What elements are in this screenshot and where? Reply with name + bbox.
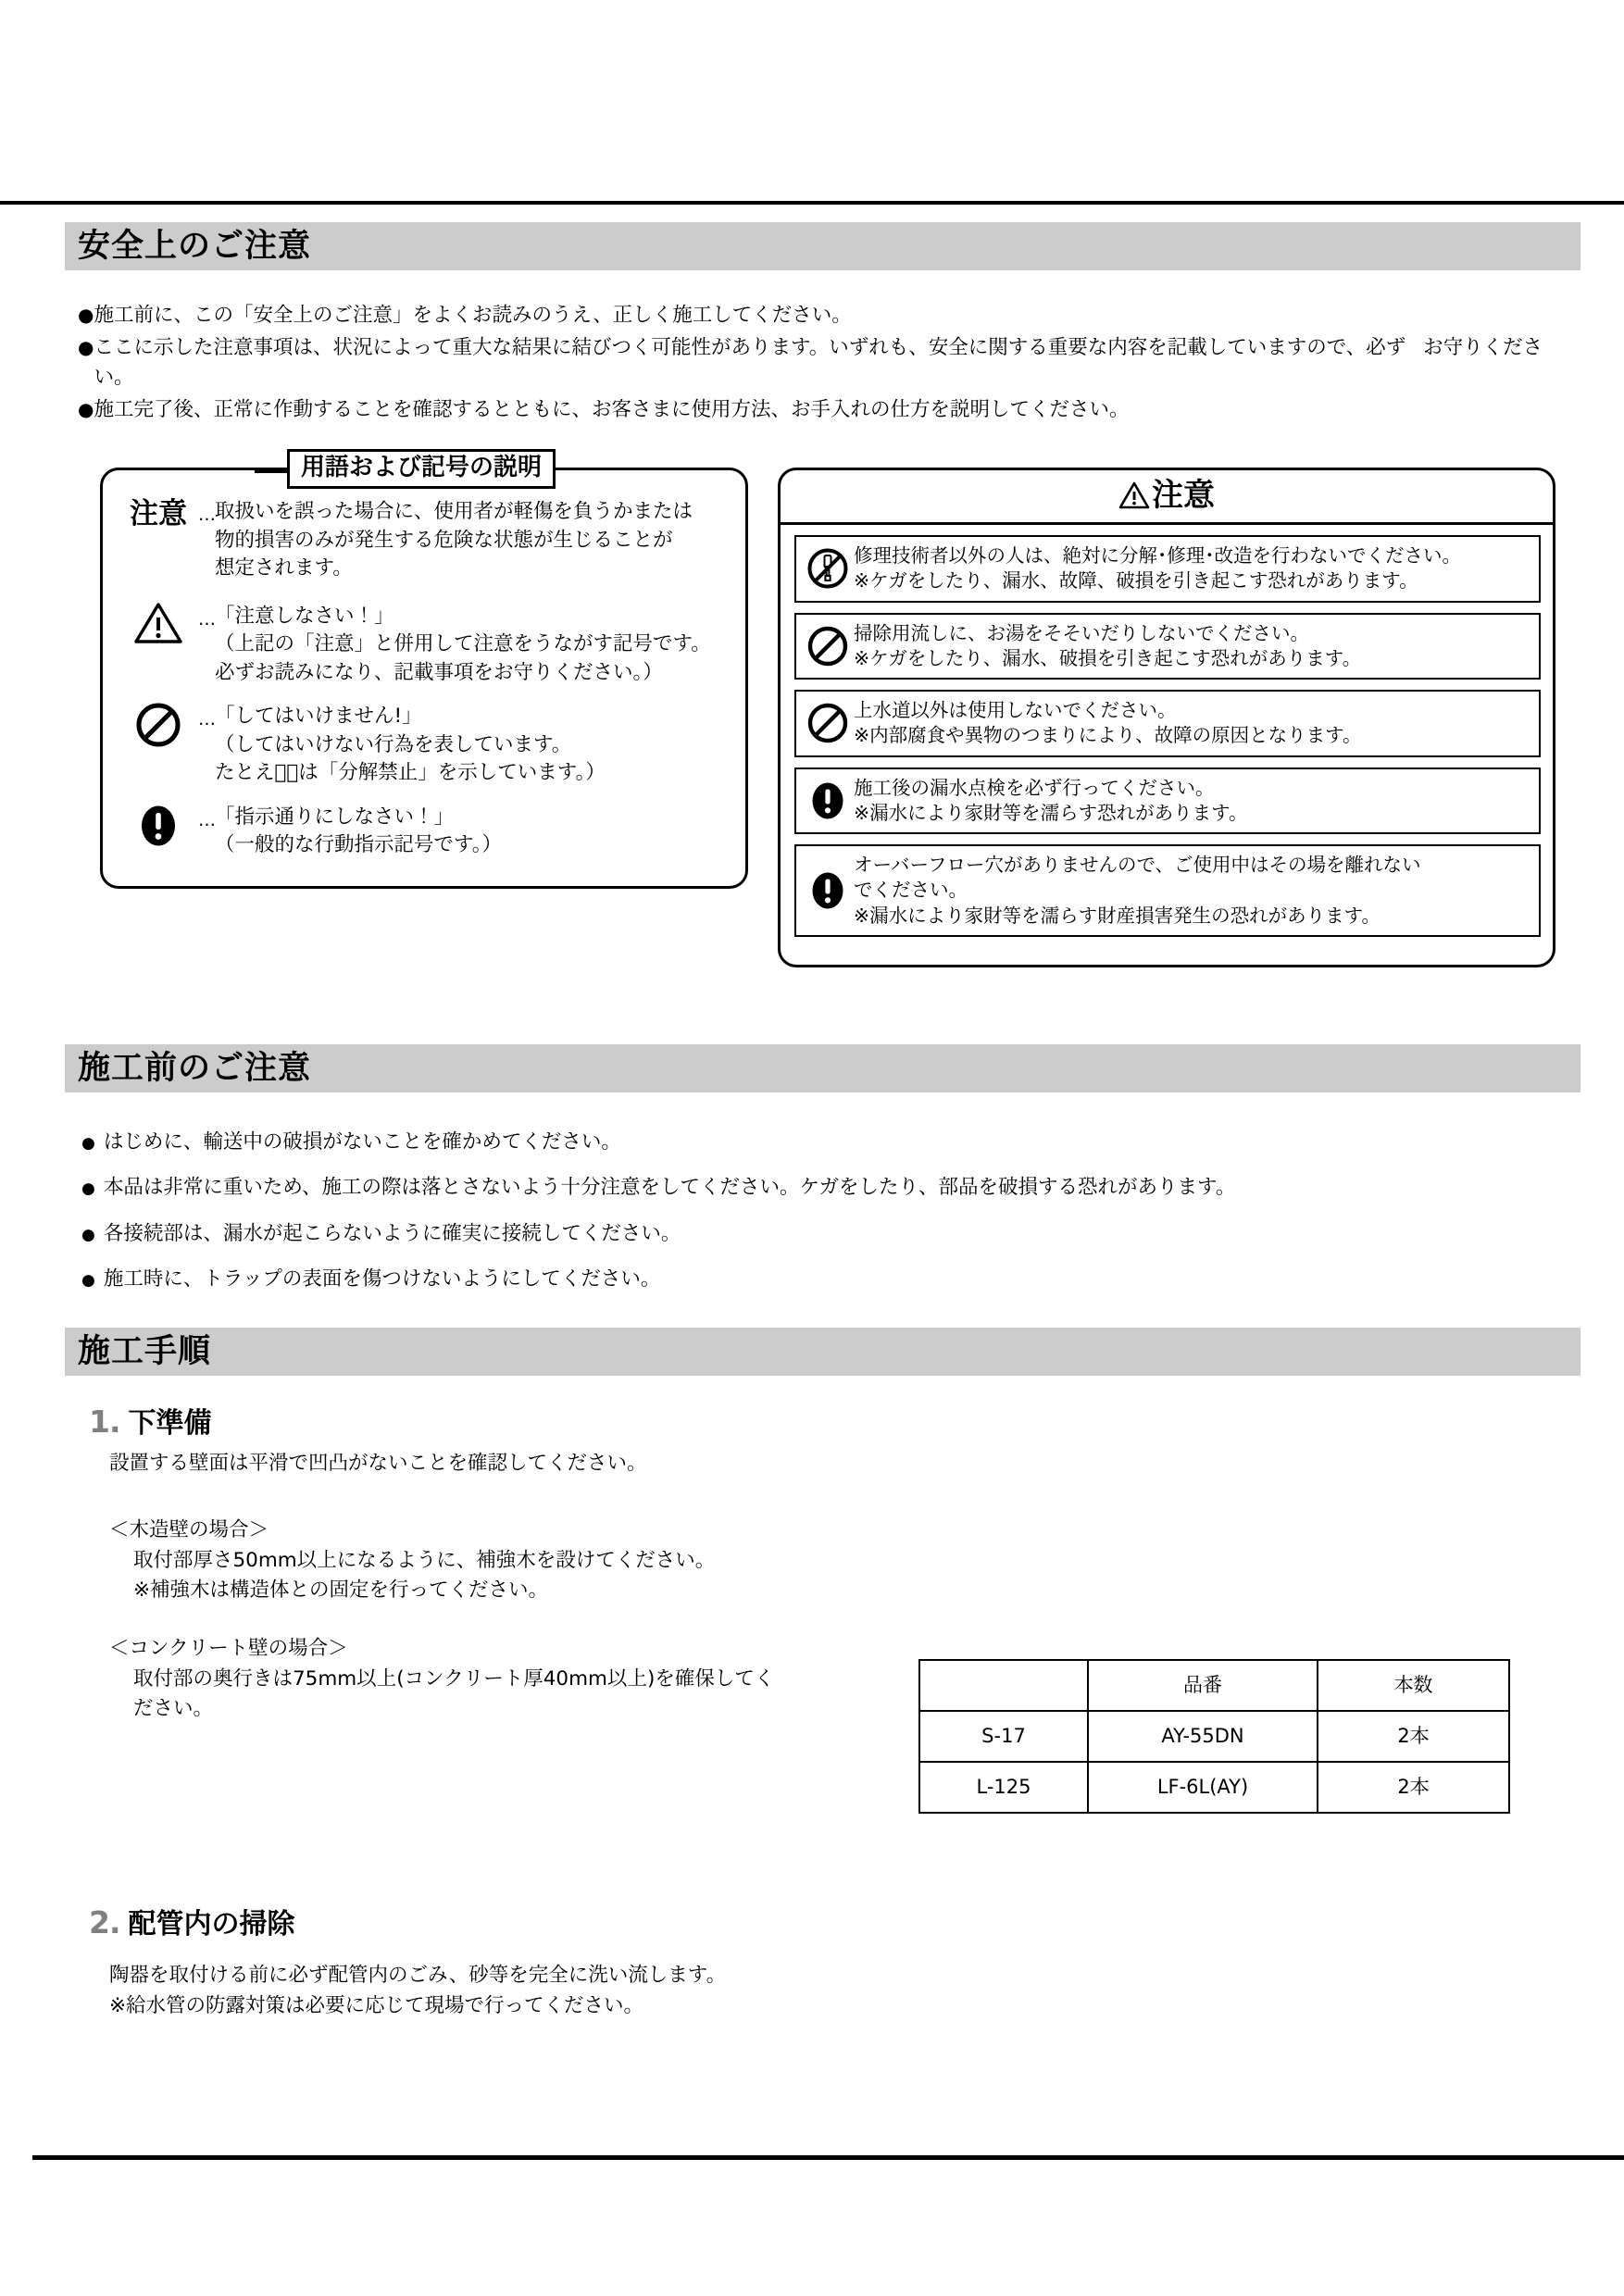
caution-line: 上水道以外は使用しないでください。 [854,699,1177,721]
bullet-marker: ● [81,1179,95,1199]
sub-block-heading: ＜コンクリート壁の場合＞ [109,1637,348,1660]
step-title: 配管内の掃除 [128,1908,295,1940]
terminology-rows [119,495,730,873]
table-header-cell [919,1660,1088,1711]
pre-install-item [81,1265,1581,1294]
caution-item-text [854,621,1531,672]
terminology-row [119,495,730,583]
terminology-ellipsis: … [198,608,215,630]
terminology-line: 物的損害のみが発生する危険な状態が生じることが [215,528,673,552]
safety-intro-item [78,395,1578,426]
terminology-ellipsis: … [198,505,215,525]
step1-concrete-wall-block [109,1634,774,1725]
terminology-line: 取扱いを誤った場合に、使用者が軽傷を負うかまたは [215,500,693,523]
section-title-procedure: 施工手順 [78,1332,212,1370]
caution-line: 掃除用流しに、お湯をそそいだりしないでください。 [854,621,1309,644]
safety-intro-text [94,333,1578,393]
safety-intro-list [78,301,1578,428]
terminology-row [119,801,730,860]
caution-item [794,535,1541,603]
prohibition-circle-icon [802,702,854,744]
step-body-line: 陶器を取付ける前に必ず配管内のごみ、砂等を完全に洗い流します。 [109,1964,727,1987]
step-title: 下準備 [128,1407,212,1440]
table-row [919,1762,1509,1813]
table-header-cell: 品番 [1088,1660,1318,1711]
terminology-description [215,801,730,860]
pre-install-text: 本品は非常に重いため、施工の際は落とさないよう十分注意をしてください。ケガをしたり、部品を破損する恐れがあります。 [103,1176,1236,1200]
mandatory-exclamation-icon [137,803,180,849]
table-cell: LF-6L(AY) [1088,1762,1318,1813]
terminology-tab-label: 用語および記号の説明 [287,449,556,489]
terminology-tab-connector [255,470,290,473]
step-body-line: ※給水管の防露対策は必要に応じて現場で行ってください。 [109,1993,644,2017]
pre-install-item [81,1128,1581,1157]
section-banner-safety [65,222,1580,270]
safety-intro-item [78,333,1578,393]
pre-install-item [81,1219,1581,1249]
sub-block-line: ※補強木は構造体との固定を行ってください。 [133,1578,549,1603]
step1-wood-wall-block [109,1516,715,1606]
caution-item [794,767,1541,835]
terminology-ellipsis: … [198,709,215,730]
section-title-safety: 安全上のご注意 [78,227,312,265]
section-banner-pre-install [65,1044,1580,1092]
step-number: 2. [89,1904,120,1940]
table-cell: AY-55DN [1088,1711,1318,1762]
pre-install-text: 施工時に、トラップの表面を傷つけないようにしてください。 [103,1267,661,1291]
caution-heading-text: 注意 [1152,476,1215,514]
warning-triangle-icon [1118,481,1150,509]
step-body-line: 設置する壁面は平滑で凹凸がないことを確認してください。 [109,1452,647,1475]
safety-intro-item [78,301,1578,331]
caution-line: 修理技術者以外の人は、絶対に分解･修理･改造を行わないでください。 [854,544,1461,567]
caution-items-list [794,535,1541,947]
terminology-row [119,700,730,788]
pre-install-text: はじめに、輸送中の破損がないことを確かめてください。 [103,1130,621,1154]
prohibition-circle-icon [802,625,854,668]
step-heading-2 [89,1904,295,1940]
caution-heading [1118,476,1215,514]
parts-table [918,1659,1510,1814]
terminology-line: たとえば⃠は「分解禁止」を示しています。） [215,761,606,785]
step-body-1 [109,1449,647,1479]
bullet-marker: ● [78,304,94,326]
caution-item-text [854,776,1531,827]
pre-install-text: 各接続部は、漏水が起こらないように確実に接続してください。 [103,1221,681,1245]
caution-line: ※漏水により家財等を濡らす恐れがあります。 [854,801,1248,824]
safety-intro-line: ここに示した注意事項は、状況によって重大な結果に結びつく可能性があります。いずれも、安全に関する重要な内容を記載していますので、必ず [94,335,1406,359]
caution-item-text [854,543,1531,594]
caution-item-text [854,853,1531,929]
caution-word-label: 注意 [130,497,187,530]
bullet-marker: ● [81,1134,95,1153]
terminology-line: （してはいけない行為を表しています。 [215,732,572,756]
terminology-line: 「してはいけません!」 [215,705,422,729]
caution-line: ※内部腐食や異物のつまりにより、故障の原因となります。 [854,724,1362,747]
caution-line: ※漏水により家財等を濡らす財産損害発生の恐れがあります。 [854,904,1381,927]
pre-install-bullet-list [81,1128,1581,1310]
page-bottom-rule [32,2155,1624,2160]
table-cell: 2本 [1318,1762,1509,1813]
sub-block-line: 取付部の奥行きは75mm以上(コンクリート厚40mm以上)を確保してく [133,1666,775,1691]
pre-install-item [81,1173,1581,1203]
terminology-description [215,600,730,688]
bullet-marker: ● [78,335,94,358]
bullet-marker: ● [81,1225,95,1244]
caution-item [794,844,1541,937]
terminology-line: 想定されます。 [215,556,353,580]
warning-triangle-icon [134,602,182,644]
caution-item [794,690,1541,757]
bullet-marker: ● [81,1270,95,1290]
section-banner-procedure [65,1328,1580,1376]
caution-line: ※ケガをしたり、漏水、破損を引き起こす恐れがあります。 [854,646,1362,669]
table-cell: 2本 [1318,1711,1509,1762]
table-row [919,1711,1509,1762]
table-cell: S-17 [919,1711,1088,1762]
terminology-ellipsis: … [198,809,215,830]
sub-block-line: ださい。 [133,1697,214,1721]
bullet-marker: ● [78,398,94,421]
sub-block-line: 取付部厚さ50mm以上になるように、補強木を設けてください。 [133,1548,716,1572]
caution-line: でください。 [854,879,968,902]
terminology-line: （一般的な行動指示記号です。） [215,833,503,857]
terminology-line: 「指示通りにしなさい！」 [215,805,455,829]
terminology-mark [119,801,198,849]
terminology-line: （上記の「注意」と併用して注意をうながす記号です。 [215,632,711,656]
mandatory-exclamation-icon [802,869,854,912]
terminology-mark [119,700,198,748]
step-body-2 [109,1961,726,2021]
caution-line: ※ケガをしたり、漏水、故障、破損を引き起こす恐れがあります。 [854,569,1418,593]
page-top-rule [0,201,1624,205]
caution-box-header [778,468,1555,525]
terminology-mark [119,600,198,644]
terminology-row [119,600,730,688]
caution-item [794,613,1541,680]
caution-line: オーバーフロー穴がありませんので、ご使用中はその場を離れない [854,854,1421,876]
terminology-line: 「注意しなさい！」 [215,604,394,628]
terminology-line: 必ずお読みになり、記載事項をお守りください。） [215,660,663,684]
mandatory-exclamation-icon [802,780,854,822]
safety-intro-text: 施工前に、この「安全上のご注意」をよくお読みのうえ、正しく施工してください。 [94,304,852,327]
prohibition-circle-icon [135,702,181,748]
terminology-description [215,495,730,583]
table-header-row [919,1660,1509,1711]
no-disassembly-icon [802,546,854,591]
caution-item-text [854,698,1531,749]
safety-intro-line: お守りください。 [94,335,1543,390]
caution-line: 施工後の漏水点検を必ず行ってください。 [854,776,1215,799]
terminology-description [215,700,730,788]
table-header-cell: 本数 [1318,1660,1509,1711]
step-heading-1 [89,1406,212,1438]
section-title-pre-install: 施工前のご注意 [78,1049,312,1087]
terminology-mark [119,495,198,531]
table-cell: L-125 [919,1762,1088,1813]
safety-intro-text: 施工完了後、正常に作動することを確認するとともに、お客さまに使用方法、お手入れの仕方を説明してください。 [94,398,1130,422]
sub-block-heading: ＜木造壁の場合＞ [109,1518,269,1541]
step-number: 1. [89,1404,120,1440]
